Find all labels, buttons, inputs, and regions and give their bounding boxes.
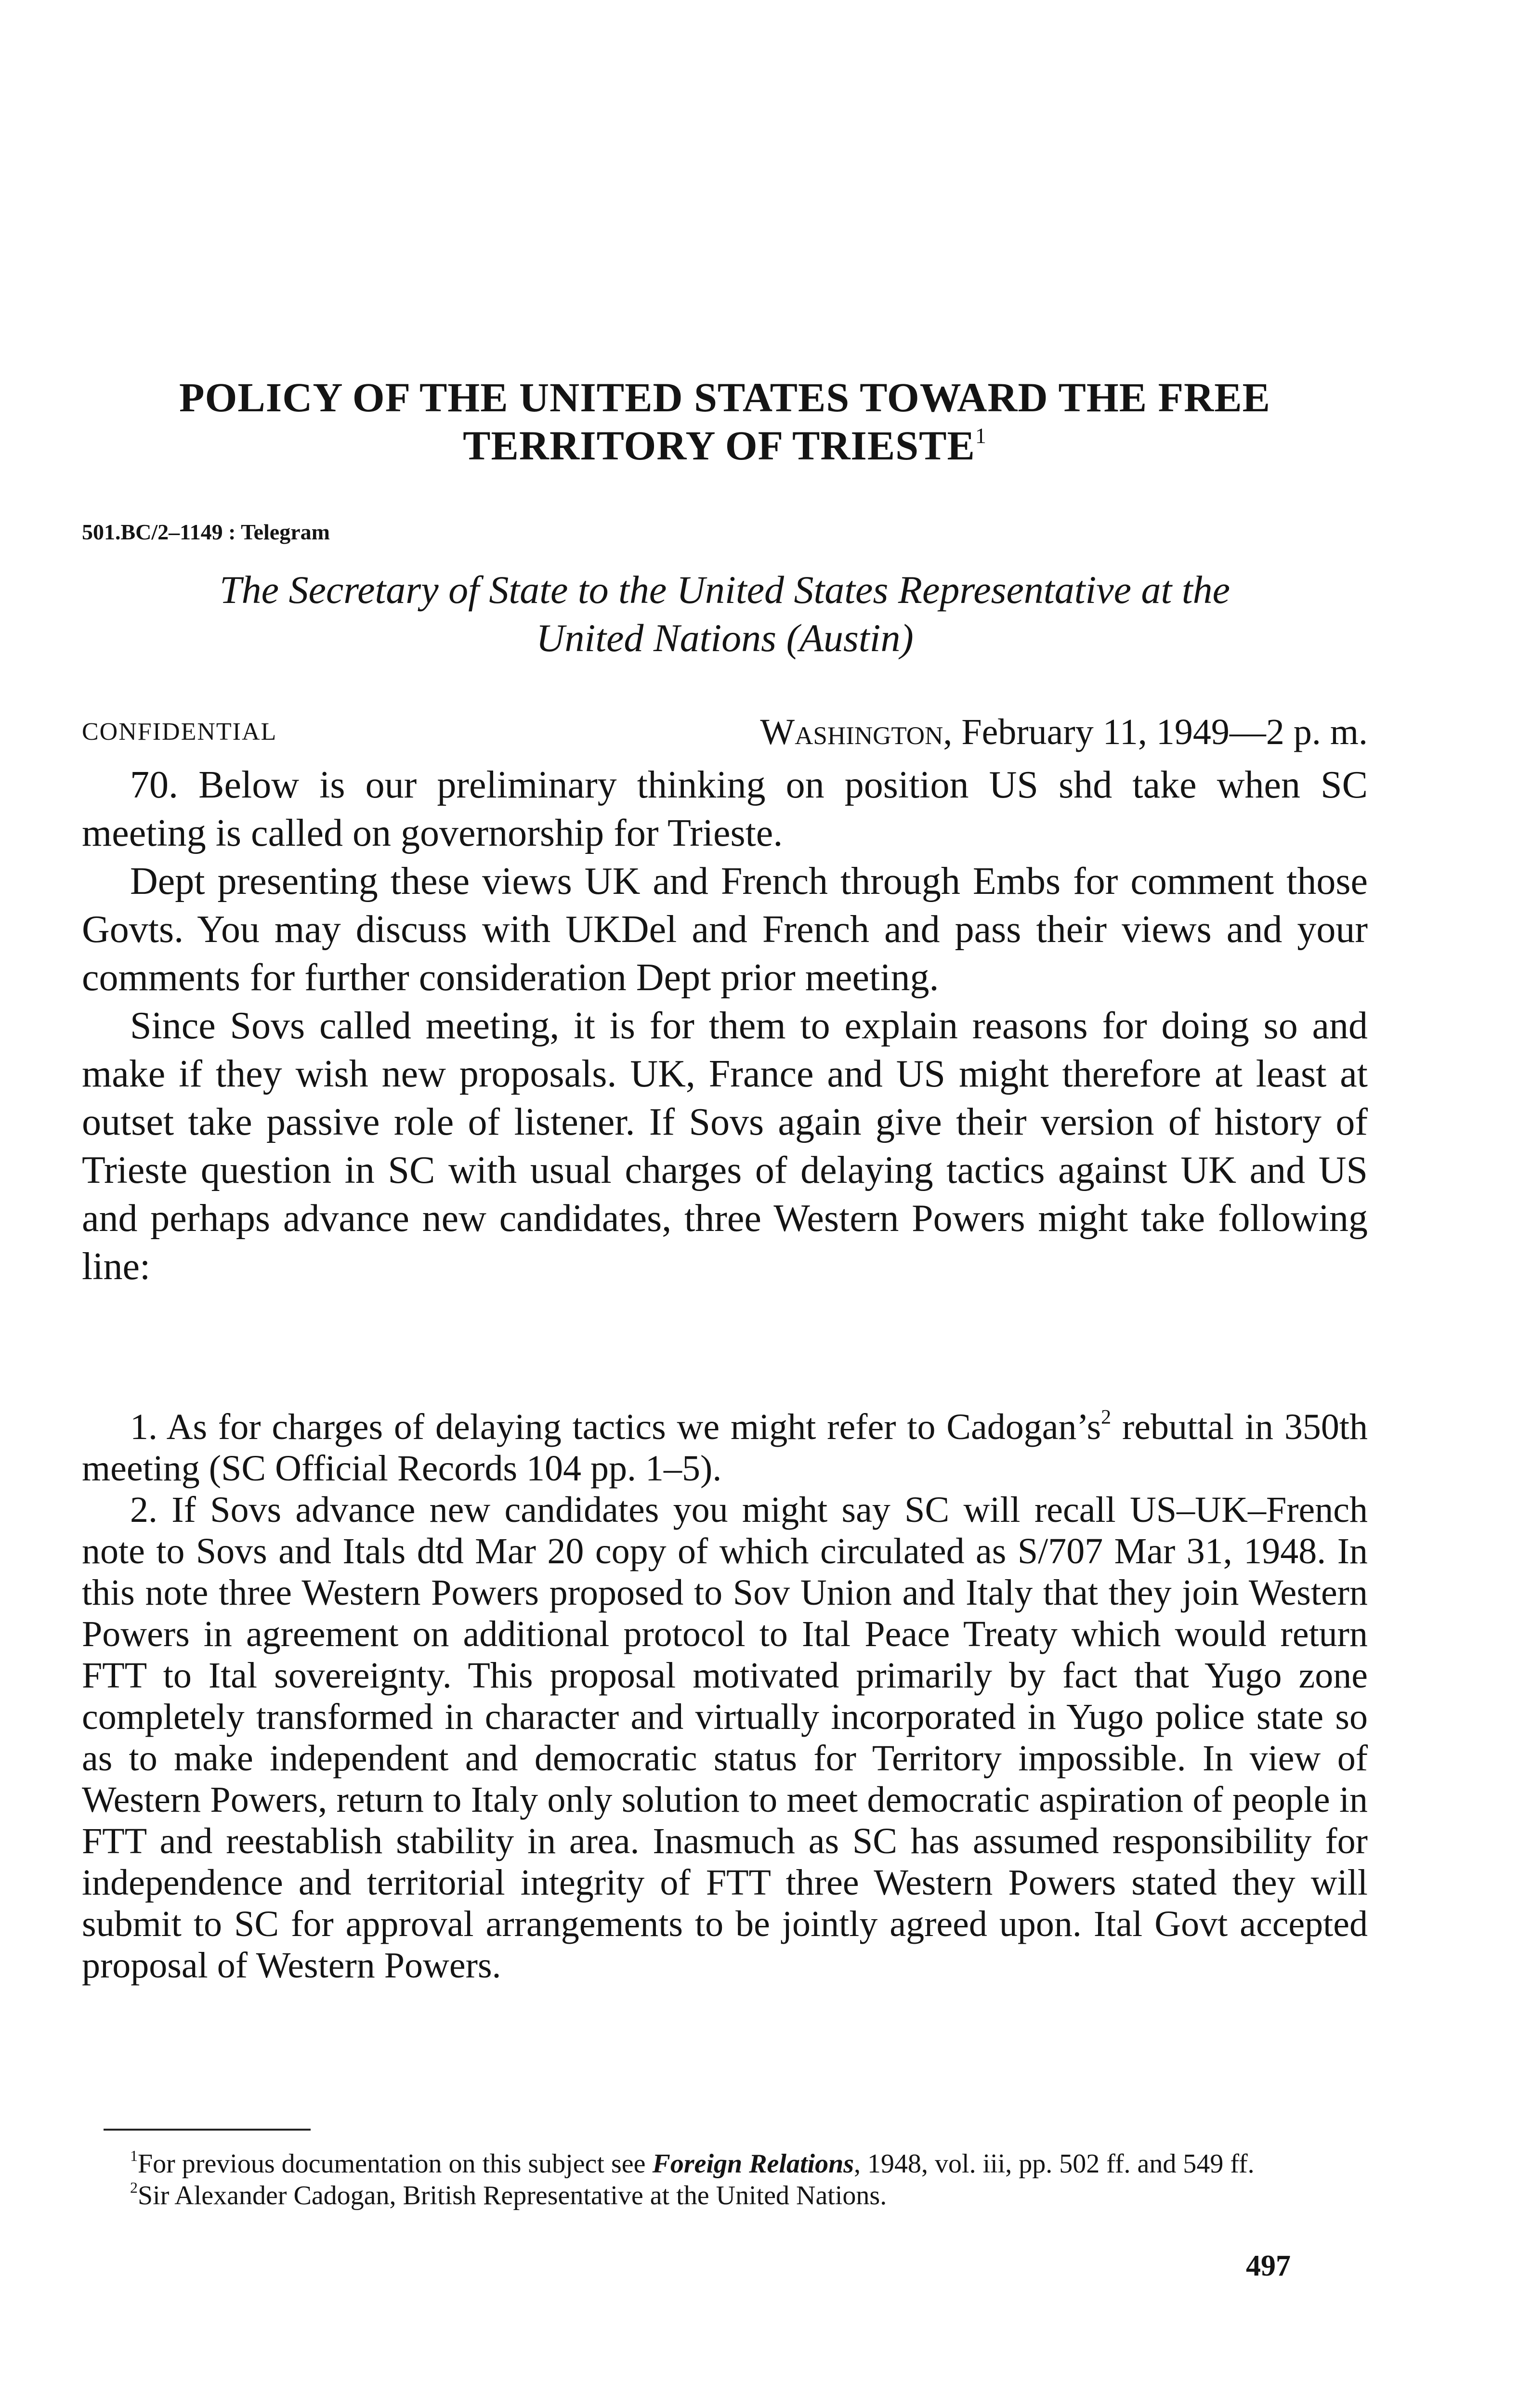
file-reference: 501.BC/2–1149 : Telegram bbox=[82, 520, 330, 544]
addressee-line-2: United Nations (Austin) bbox=[536, 616, 914, 660]
numbered-item-2: 2. If Sovs advance new candidates you might say SC will recall US–UK–French note to Sovs and Itals dtd Mar 20 copy of which circulated as S/707 Mar 31, 1948. In this note three Western Powers proposed to Sov Union and Italy that they join Western Powers in agreement on additional protocol to Ital Peace Treaty which would return FTT to Ital sovereignty. This proposal motivated primarily by fact that Yugo zone completely transformed in character and virtually incorporated in Yugo police state so as to make independent and democratic status for Territory impossible. In view of Western Powers, return to Italy only solution to meet democratic aspiration of people in FTT and reestablish stability in area. Inasmuch as SC has assumed responsibility for independence and territorial integrity of FTT three Western Powers stated they will submit to SC for approval arrangements to be jointly agreed upon. Ital Govt accepted proposal of Western Powers. bbox=[82, 1490, 1368, 1986]
footnote-1-mark: 1 bbox=[130, 2147, 138, 2164]
body-paragraph-1: 70. Below is our preliminary thinking on position US shd take when SC meeting is called on governorship for Trieste. bbox=[82, 764, 1368, 854]
place-name: Washington bbox=[760, 712, 943, 752]
document-page bbox=[82, 0, 1368, 2408]
footnotes bbox=[82, 2148, 1368, 2212]
item-1-text-start: 1. As for charges of delaying tactics we might refer to Cadogan’s bbox=[130, 1407, 1101, 1447]
place-date bbox=[760, 708, 1368, 756]
classification-label: CONFIDENTIAL bbox=[82, 718, 277, 746]
numbered-item-1 bbox=[82, 1406, 1368, 1489]
page-title bbox=[82, 373, 1368, 470]
telegram-body bbox=[82, 761, 1368, 1291]
title-footnote-mark: 1 bbox=[975, 423, 987, 448]
item-1-text-end: rebuttal in 350th meeting (SC Official Records 104 pp. 1–5). bbox=[82, 1407, 1368, 1489]
addressee-heading bbox=[82, 566, 1368, 662]
body-paragraph-3: Since Sovs called meeting, it is for them to explain reasons for doing so and make if they wish new proposals. UK, France and US might therefore at least at outset take passive role of listener. If Sovs again give their version of history of Trieste question in SC with usual charges of delaying tactics against UK and US and perhaps advance new candidates, three Western Powers might take following line: bbox=[82, 1005, 1368, 1288]
footnote-1 bbox=[82, 2148, 1368, 2180]
footnote-1-text-end: , 1948, vol. iii, pp. 502 ff. and 549 ff. bbox=[854, 2149, 1255, 2179]
title-line-2: TERRITORY OF TRIESTE bbox=[463, 422, 975, 469]
footnote-2 bbox=[82, 2180, 1368, 2212]
footnote-2-mark: 2 bbox=[130, 2179, 138, 2196]
title-line-1: POLICY OF THE UNITED STATES TOWARD THE FREE bbox=[179, 374, 1271, 420]
footnote-2-text: Sir Alexander Cadogan, British Representative at the United Nations. bbox=[138, 2181, 887, 2211]
numbered-points bbox=[82, 1406, 1368, 1986]
footnote-1-publication: Foreign Relations bbox=[652, 2149, 854, 2179]
item-1-footnote-mark: 2 bbox=[1101, 1406, 1112, 1428]
addressee-line-1: The Secretary of State to the United States Representative at the bbox=[219, 568, 1230, 612]
footnote-1-text-start: For previous documentation on this subject see bbox=[138, 2149, 653, 2179]
date-text: , February 11, 1949—2 p. m. bbox=[943, 712, 1368, 752]
footnote-divider bbox=[104, 2129, 311, 2131]
dateline bbox=[82, 708, 1368, 756]
body-paragraph-2: Dept presenting these views UK and French through Embs for comment those Govts. You may discuss with UKDel and French and pass their views and your comments for further consideration Dept prior meeting. bbox=[82, 860, 1368, 999]
page-number: 497 bbox=[1246, 2250, 1291, 2282]
